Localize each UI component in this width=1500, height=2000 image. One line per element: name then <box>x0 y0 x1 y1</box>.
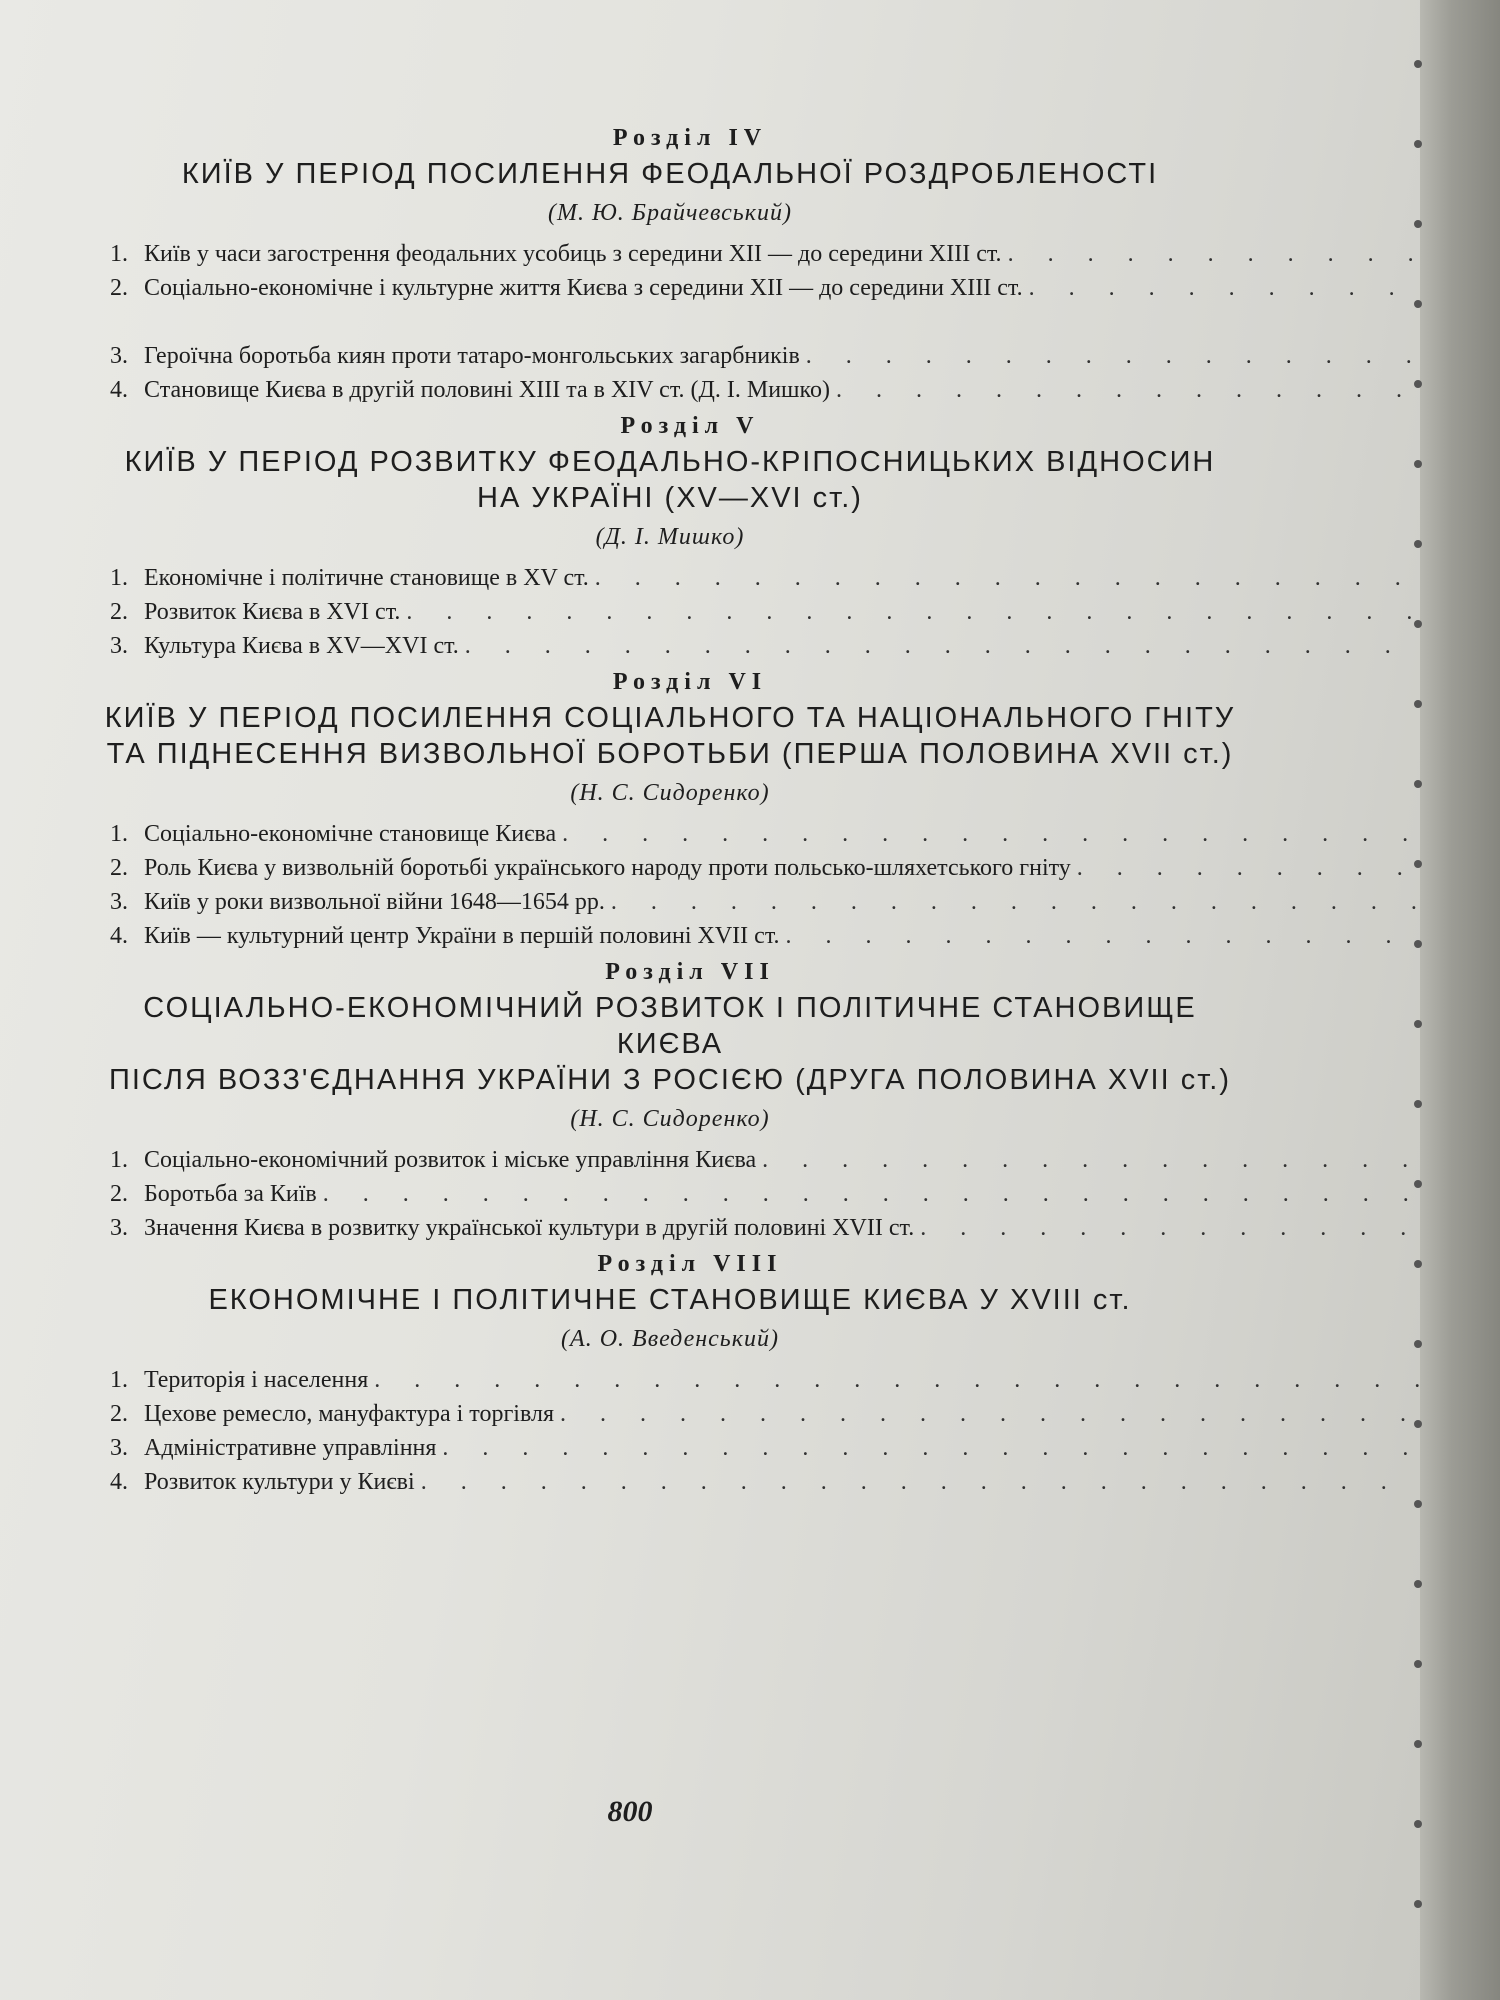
entry-number: 2. <box>110 855 128 881</box>
section-title: ЕКОНОМІЧНЕ І ПОЛІТИЧНЕ СТАНОВИЩЕ КИЄВА У XVIII ст. <box>208 1284 1132 1316</box>
entry-title: Київ у роки визвольної війни 1648—1654 рр. <box>144 889 605 915</box>
binding-hole <box>1414 780 1422 788</box>
binding-hole <box>1414 860 1422 868</box>
binding-hole <box>1414 1500 1422 1508</box>
binding-hole <box>1414 1260 1422 1268</box>
entry-title: Економічне і політичне становище в XV ст. <box>144 565 589 591</box>
leader-dots <box>323 1177 1500 1211</box>
entry-list <box>100 817 1240 953</box>
section-author: (Н. С. Сидоренко) <box>570 780 770 806</box>
toc-entry[interactable] <box>100 1143 1240 1177</box>
entry-number: 3. <box>110 633 128 659</box>
leader-dots <box>762 1143 1500 1177</box>
section-title: ТА ПІДНЕСЕННЯ ВИЗВОЛЬНОЇ БОРОТЬБИ (ПЕРША ПОЛОВИНА XVII ст.) <box>106 738 1234 770</box>
binding-hole <box>1414 220 1422 228</box>
binding-hole <box>1414 1660 1422 1668</box>
entry-title: Соціально-економічне становище Києва <box>144 821 557 847</box>
toc-section <box>100 125 1240 407</box>
entry-number: 1. <box>110 241 128 267</box>
entry-title: Розвиток культури у Києві <box>144 1469 415 1495</box>
section-label: Розділ VII <box>605 959 775 985</box>
binding-hole <box>1414 1340 1422 1348</box>
binding-hole <box>1414 140 1422 148</box>
entry-title: Київ — культурний центр України в першій половині XVII ст. <box>144 923 780 949</box>
entry-title: Адміністративне управління <box>144 1435 437 1461</box>
entry-number: 1. <box>110 821 128 847</box>
toc-section <box>100 413 1240 663</box>
binding-holes <box>1408 0 1428 2000</box>
entry-number: 3. <box>110 343 128 369</box>
entry-title: Соціально-економічний розвиток і міське управління Києва <box>144 1147 757 1173</box>
toc-entry[interactable] <box>100 919 1240 953</box>
page-number: 800 <box>607 1795 653 1828</box>
section-label: Розділ VI <box>612 669 768 695</box>
entry-number: 4. <box>110 923 128 949</box>
binding-hole <box>1414 940 1422 948</box>
section-author: (А. О. Введенський) <box>561 1326 779 1352</box>
binding-hole <box>1414 1100 1422 1108</box>
toc-entry[interactable] <box>100 1177 1240 1211</box>
entry-number: 2. <box>110 275 128 301</box>
binding-hole <box>1414 300 1422 308</box>
section-label: Розділ IV <box>612 125 768 151</box>
leader-dots <box>465 629 1500 663</box>
entry-number: 1. <box>110 565 128 591</box>
toc-entry[interactable] <box>100 595 1240 629</box>
section-title: СОЦІАЛЬНО-ЕКОНОМІЧНИЙ РОЗВИТОК І ПОЛІТИЧНЕ СТАНОВИЩЕ КИЄВА <box>143 992 1197 1060</box>
binding-hole <box>1414 700 1422 708</box>
entry-title: Цехове ремесло, мануфактура і торгівля <box>144 1401 554 1427</box>
binding-hole <box>1414 1020 1422 1028</box>
toc-entry[interactable] <box>100 561 1240 595</box>
entry-title: Розвиток Києва в XVI ст. <box>144 599 401 625</box>
entry-list <box>100 237 1240 407</box>
leader-dots <box>406 595 1500 629</box>
entry-title: Героїчна боротьба киян проти татаро-монгольських загарбників <box>144 343 800 369</box>
section-label: Розділ VIII <box>597 1251 783 1277</box>
entry-list <box>100 1143 1240 1245</box>
entry-title: Київ у часи загострення феодальних усобиць з середини XII — до середини XIII ст. <box>144 241 1002 267</box>
section-author: (Н. С. Сидоренко) <box>570 1106 770 1132</box>
toc-entry[interactable] <box>100 1465 1240 1499</box>
entry-title: Соціально-економічне і культурне життя Києва з середини XII — до середини XIII ст. <box>144 275 1023 301</box>
binding-hole <box>1414 1420 1422 1428</box>
leader-dots <box>374 1363 1500 1397</box>
toc-entry[interactable] <box>100 885 1240 919</box>
entry-title: Боротьба за Київ <box>144 1181 317 1207</box>
toc-entry[interactable] <box>100 629 1240 663</box>
entry-title: Роль Києва у визвольній боротьбі українського народу проти польсько-шляхетського гніту <box>144 855 1071 881</box>
toc-section <box>100 959 1240 1245</box>
toc-entry[interactable] <box>100 339 1240 373</box>
section-author: (М. Ю. Брайчевський) <box>548 200 792 226</box>
toc-entry[interactable] <box>100 271 1240 339</box>
entry-number: 2. <box>110 1181 128 1207</box>
toc-section <box>100 1251 1240 1499</box>
toc-entry[interactable] <box>100 1363 1240 1397</box>
entry-title: Територія і населення <box>144 1367 369 1393</box>
toc-entry[interactable] <box>100 817 1240 851</box>
entry-number: 4. <box>110 1469 128 1495</box>
toc-entry[interactable] <box>100 851 1240 885</box>
binding-hole <box>1414 620 1422 628</box>
binding-hole <box>1414 60 1422 68</box>
toc-entry[interactable] <box>100 1431 1240 1465</box>
entry-number: 2. <box>110 1401 128 1427</box>
section-title: КИЇВ У ПЕРІОД ПОСИЛЕННЯ СОЦІАЛЬНОГО ТА НАЦІОНАЛЬНОГО ГНІТУ <box>104 702 1236 734</box>
leader-dots <box>560 1397 1500 1431</box>
entry-number: 3. <box>110 1215 128 1241</box>
leader-dots <box>442 1431 1500 1465</box>
section-author: (Д. І. Мишко) <box>595 524 745 550</box>
binding-hole <box>1414 460 1422 468</box>
leader-dots <box>562 817 1500 851</box>
table-of-contents <box>100 125 1240 1505</box>
toc-entry[interactable] <box>100 237 1240 271</box>
toc-entry[interactable] <box>100 373 1240 407</box>
section-label: Розділ V <box>620 413 760 439</box>
entry-title: Становище Києва в другій половині XIII та в XIV ст. (Д. І. Мишко) <box>144 377 830 403</box>
binding-hole <box>1414 380 1422 388</box>
entry-list <box>100 1363 1240 1499</box>
leader-dots <box>611 885 1500 919</box>
section-title: КИЇВ У ПЕРІОД РОЗВИТКУ ФЕОДАЛЬНО-КРІПОСНИЦЬКИХ ВІДНОСИН <box>124 446 1216 478</box>
entry-number: 1. <box>110 1367 128 1393</box>
entry-number: 3. <box>110 889 128 915</box>
entry-title: Значення Києва в розвитку української культури в другій половині XVII ст. <box>144 1215 915 1241</box>
binding-hole <box>1414 1820 1422 1828</box>
leader-dots <box>786 919 1500 953</box>
binding-hole <box>1414 1180 1422 1188</box>
entry-number: 4. <box>110 377 128 403</box>
binding-hole <box>1414 1740 1422 1748</box>
toc-entry[interactable] <box>100 1397 1240 1431</box>
leader-dots <box>595 561 1500 595</box>
entry-number: 3. <box>110 1435 128 1461</box>
page-edge <box>1420 0 1500 2000</box>
toc-entry[interactable] <box>100 1211 1240 1245</box>
leader-dots <box>421 1465 1500 1499</box>
binding-hole <box>1414 540 1422 548</box>
section-title: КИЇВ У ПЕРІОД ПОСИЛЕННЯ ФЕОДАЛЬНОЇ РОЗДРОБЛЕНОСТІ <box>181 158 1159 190</box>
binding-hole <box>1414 1580 1422 1588</box>
toc-section <box>100 669 1240 953</box>
binding-hole <box>1414 1900 1422 1908</box>
section-title: НА УКРАЇНІ (XV—XVI ст.) <box>477 482 863 514</box>
entry-title: Культура Києва в XV—XVI ст. <box>144 633 459 659</box>
section-title: ПІСЛЯ ВОЗЗ'ЄДНАННЯ УКРАЇНИ З РОСІЄЮ (ДРУГА ПОЛОВИНА XVII ст.) <box>109 1064 1231 1096</box>
leader-dots <box>806 339 1500 373</box>
entry-number: 2. <box>110 599 128 625</box>
entry-list <box>100 561 1240 663</box>
leader-dots <box>836 373 1500 407</box>
entry-number: 1. <box>110 1147 128 1173</box>
